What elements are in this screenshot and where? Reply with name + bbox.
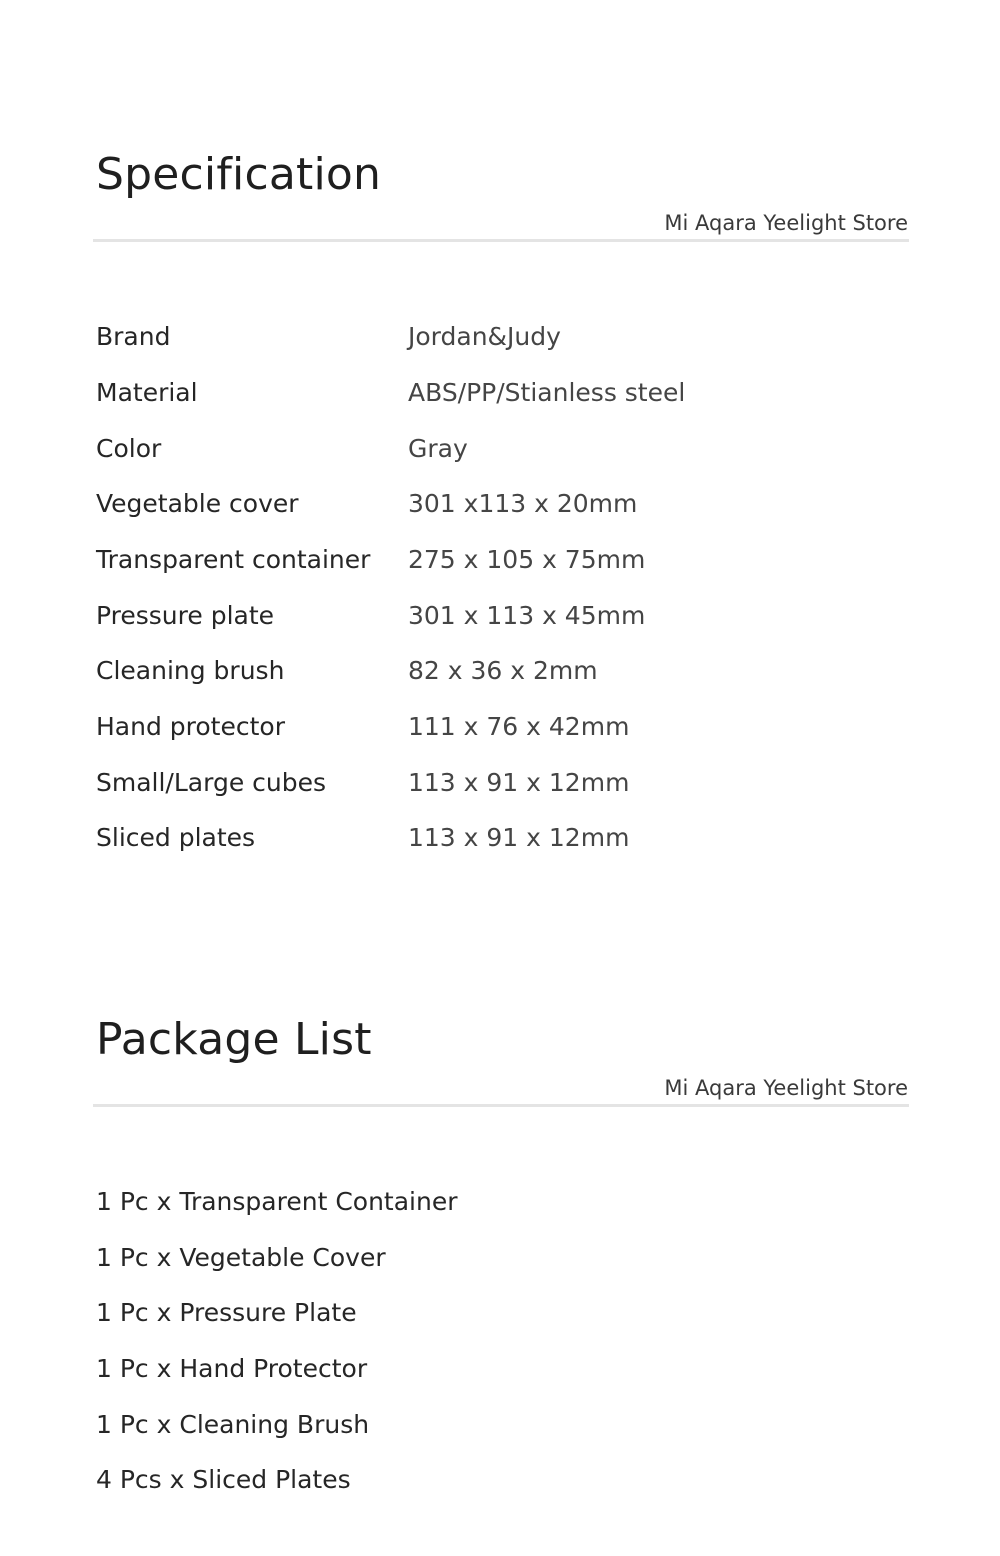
spec-label: Transparent container: [96, 545, 371, 574]
spec-value: 113 x 91 x 12mm: [408, 823, 630, 852]
spec-row-cleaning-brush: [96, 656, 916, 686]
spec-row-sliced-plates: [96, 823, 916, 853]
spec-row-small-large-cubes: [96, 768, 916, 798]
spec-value: 82 x 36 x 2mm: [408, 656, 598, 685]
package-list-store-name: Mi Aqara Yeelight Store: [664, 1076, 908, 1100]
spec-row-transparent-container: [96, 545, 916, 575]
package-item: 1 Pc x Pressure Plate: [96, 1298, 357, 1327]
spec-row-brand: [96, 322, 916, 352]
specification-store-name: Mi Aqara Yeelight Store: [664, 211, 908, 235]
spec-label: Sliced plates: [96, 823, 256, 852]
spec-value: 301 x113 x 20mm: [408, 489, 638, 518]
spec-row-hand-protector: [96, 712, 916, 742]
spec-value: 111 x 76 x 42mm: [408, 712, 630, 741]
package-list-title: Package List: [96, 1014, 372, 1065]
spec-value: 113 x 91 x 12mm: [408, 768, 630, 797]
spec-label: Pressure plate: [96, 601, 275, 630]
package-item: 1 Pc x Transparent Container: [96, 1187, 458, 1216]
spec-value: 301 x 113 x 45mm: [408, 601, 646, 630]
spec-value: 275 x 105 x 75mm: [408, 545, 646, 574]
spec-row-vegetable-cover: [96, 489, 916, 519]
spec-label: Brand: [96, 322, 171, 351]
spec-label: Cleaning brush: [96, 656, 285, 685]
specification-divider: [93, 239, 909, 242]
package-item: 4 Pcs x Sliced Plates: [96, 1465, 351, 1494]
spec-value: Jordan&Judy: [408, 322, 561, 351]
package-list-divider: [93, 1104, 909, 1107]
spec-label: Material: [96, 378, 198, 407]
spec-row-material: [96, 378, 916, 408]
spec-row-pressure-plate: [96, 601, 916, 631]
package-item: 1 Pc x Cleaning Brush: [96, 1410, 370, 1439]
spec-row-color: [96, 434, 916, 464]
spec-label: Color: [96, 434, 162, 463]
spec-label: Small/Large cubes: [96, 768, 327, 797]
spec-label: Vegetable cover: [96, 489, 299, 518]
spec-label: Hand protector: [96, 712, 285, 741]
package-item: 1 Pc x Vegetable Cover: [96, 1243, 386, 1272]
specification-title: Specification: [96, 149, 382, 200]
spec-value: Gray: [408, 434, 468, 463]
package-item: 1 Pc x Hand Protector: [96, 1354, 368, 1383]
spec-value: ABS/PP/Stianless steel: [408, 378, 686, 407]
